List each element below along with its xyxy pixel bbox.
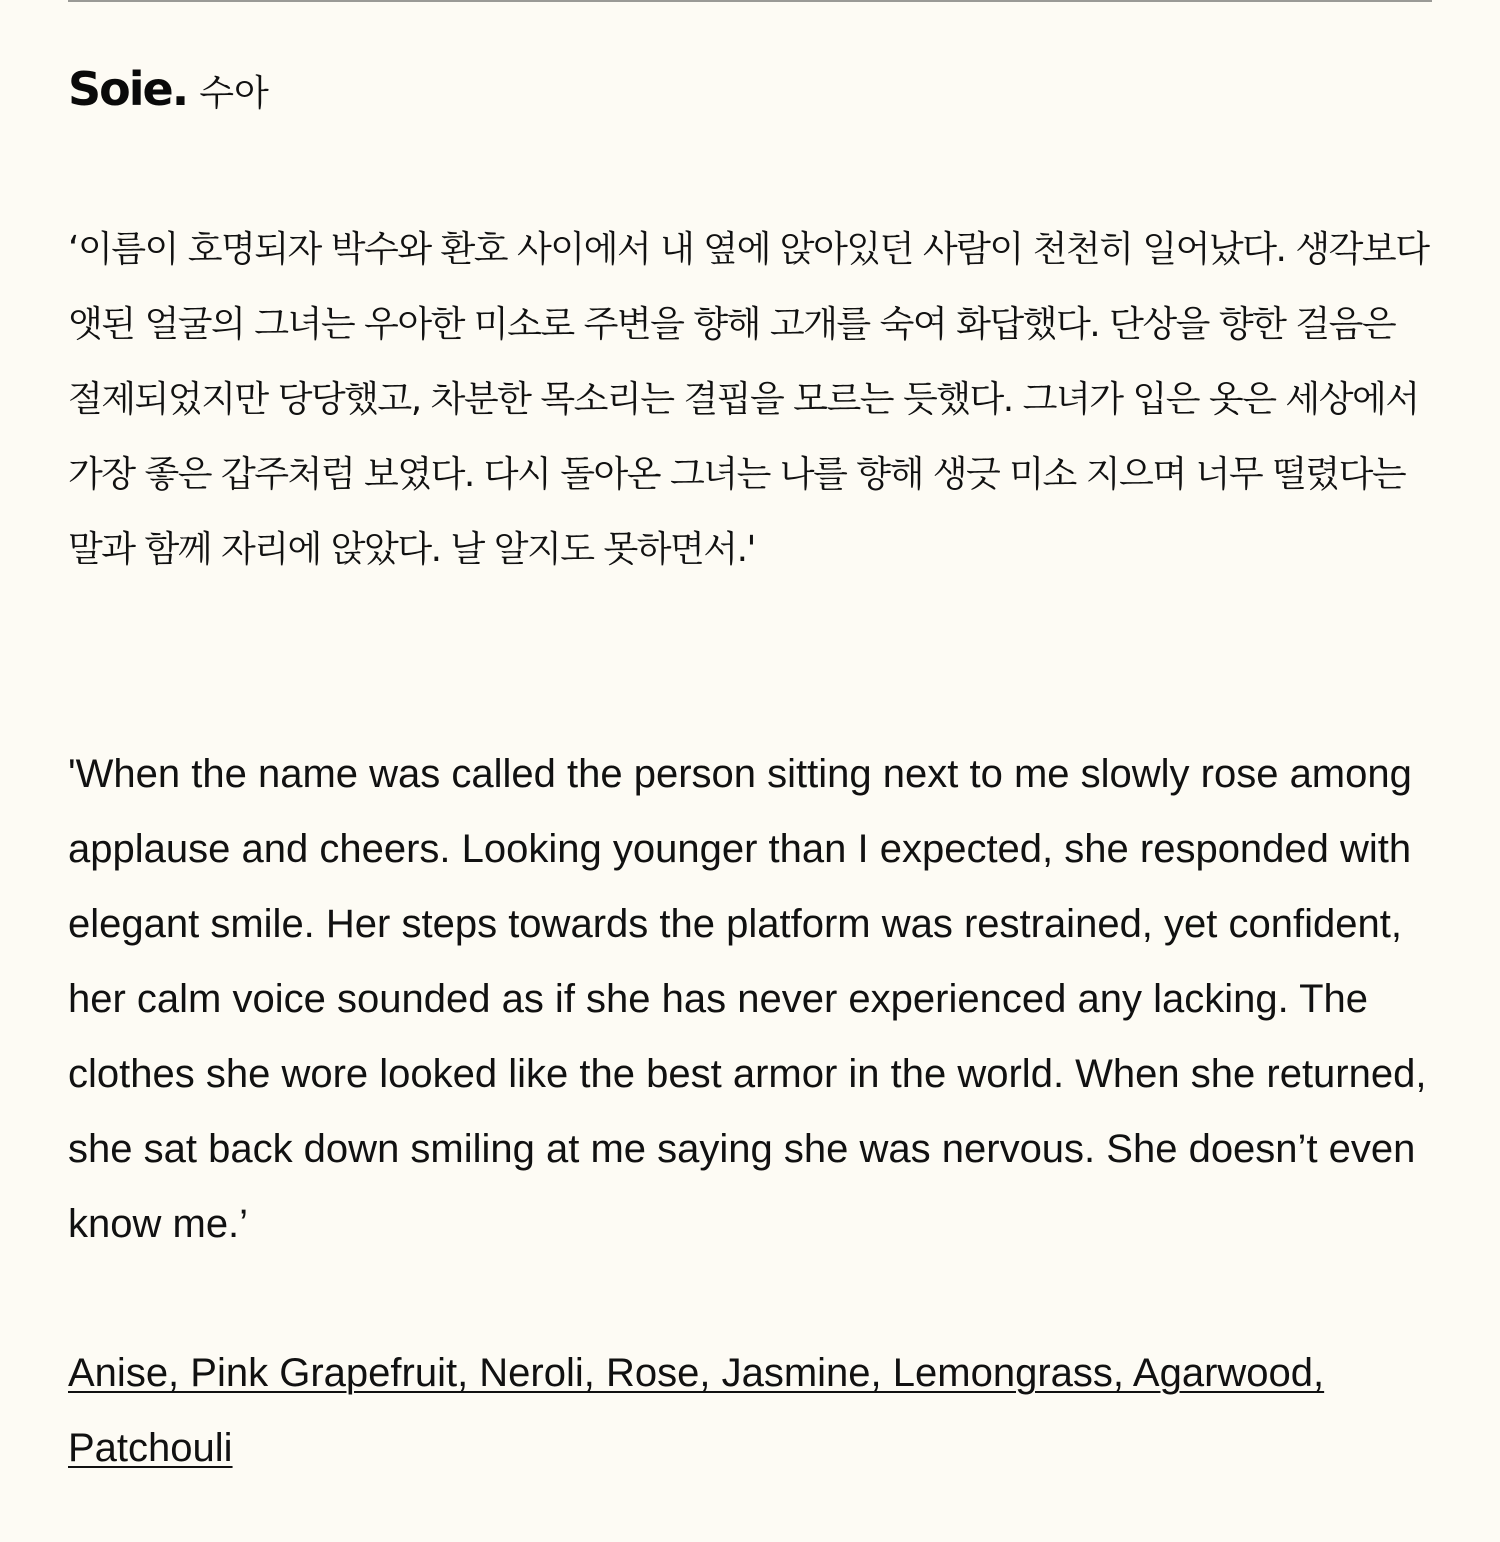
fragrance-notes-link[interactable]: Anise, Pink Grapefruit, Neroli, Rose, Jasmine, Lemongrass, Agarwood, Patchouli — [68, 1351, 1325, 1470]
description-korean: ‘이름이 호명되자 박수와 환호 사이에서 내 옆에 앉아있던 사람이 천천히 일어났다. 생각보다 앳된 얼굴의 그녀는 우아한 미소로 주변을 향해 고개를 숙여 화답했다. 단상을 향한 걸음은 절제되었지만 당당했고, 차분한 목소리는 결핍을 모르는 듯했다. 그녀가 입은 옷은 세상에서 가장 좋은 갑주처럼 보였다. 다시 돌아온 그녀는 나를 향해 생긋 미소 지으며 너무 떨렸다는 말과 함께 자리에 앉았다. 날 알지도 못하면서.' — [68, 229, 1429, 570]
fragrance-notes — [68, 1336, 1368, 1486]
product-name: Soie. — [68, 62, 188, 116]
top-divider — [68, 0, 1432, 2]
product-section — [68, 62, 1432, 1470]
product-name-korean: 수아 — [199, 73, 269, 114]
description-english: 'When the name was called the person sitting next to me slowly rose among applause and cheers. Looking younger than I expected, she responded with elegant smile. Her steps towards the platform was restrained, yet confident, her calm voice sounded as if she has never experienced any lacking. The clothes she wore looked like the best armor in the world. When she returned, she sat back down smiling at me saying she was nervous. She doesn’t even know me.’ — [68, 752, 1427, 1246]
product-title — [68, 62, 1432, 132]
